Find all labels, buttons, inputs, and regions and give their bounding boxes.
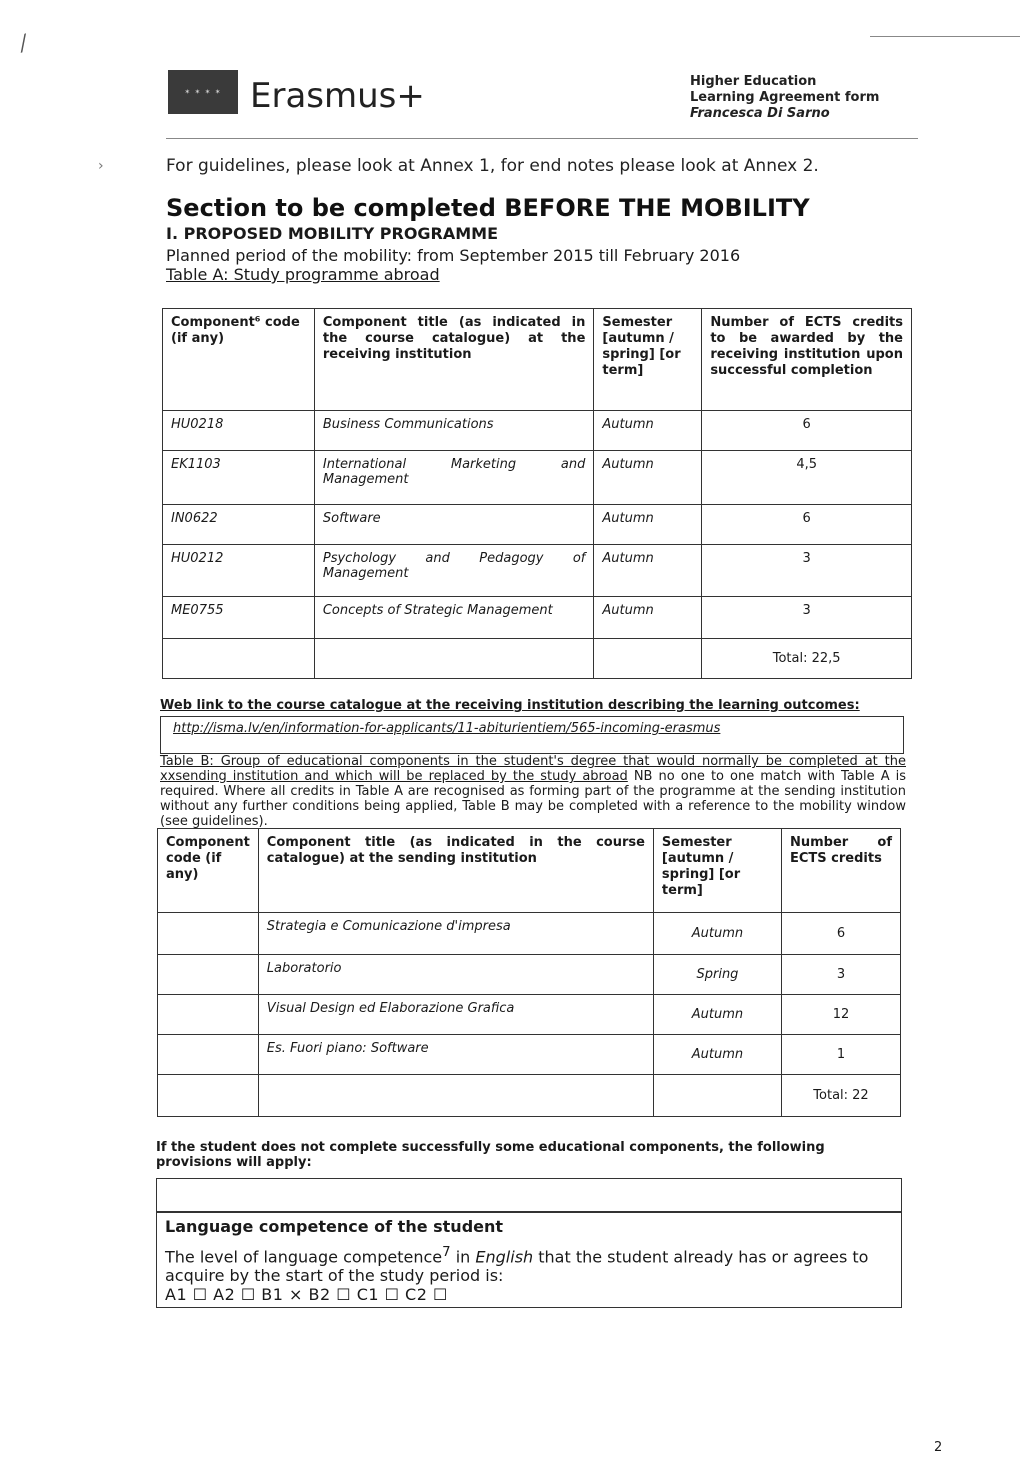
table-b-header — [158, 829, 901, 913]
scan-mark-icon: ⁄ — [17, 32, 30, 57]
component-title: Visual Design ed Elaborazione Grafica — [258, 995, 653, 1035]
component-title: Business Communications — [314, 411, 594, 451]
component-semester: Autumn — [594, 545, 702, 597]
component-semester: Autumn — [653, 1035, 781, 1075]
empty-cell — [314, 639, 594, 679]
component-credits: 6 — [702, 411, 912, 451]
table-a-header — [163, 309, 912, 411]
language-text-part: that the student already has or agrees to acquire by the start of the study period is: — [165, 1247, 869, 1286]
language-name: English — [475, 1247, 534, 1267]
component-credits: 3 — [782, 955, 901, 995]
component-title: Laboratorio — [258, 955, 653, 995]
col-code-header: Component code (if any) — [158, 829, 259, 913]
component-title: Psychology and Pedagogy of Management — [314, 545, 594, 597]
component-semester: Autumn — [653, 913, 781, 955]
empty-cell — [258, 1075, 653, 1117]
table-row — [163, 505, 912, 545]
table-b-caption-rest: NB no one to one match with Table A is required. Where all credits in Table A are recognised as forming part of the programme at the sending institution without any further conditions being applied, Table B may be completed with a reference to the mobility window (see guidelines). — [160, 769, 907, 829]
component-code — [158, 995, 259, 1035]
table-row — [158, 955, 901, 995]
component-semester: Autumn — [594, 505, 702, 545]
table-a-total: Total: 22,5 — [702, 639, 912, 679]
provisions-input[interactable] — [156, 1178, 902, 1212]
eu-stars-icon: ✶ ✶ ✶ ✶ — [184, 88, 222, 96]
component-code: HU0218 — [163, 411, 315, 451]
component-credits: 6 — [782, 913, 901, 955]
endnote-marker: 7 — [442, 1245, 451, 1260]
col-title-header: Component title (as indicated in the course catalogue) at the receiving institution — [314, 309, 594, 411]
component-code — [158, 913, 259, 955]
empty-cell — [594, 639, 702, 679]
component-semester: Autumn — [594, 451, 702, 505]
table-b-total: Total: 22 — [782, 1075, 901, 1117]
component-code: EK1103 — [163, 451, 315, 505]
col-semester-header: Semester [autumn / spring] [or term] — [653, 829, 781, 913]
component-title: Strategia e Comunicazione d'impresa — [258, 913, 653, 955]
component-credits: 12 — [782, 995, 901, 1035]
table-a-total-row — [163, 639, 912, 679]
language-competence-box — [156, 1212, 902, 1308]
language-text-part: in — [450, 1247, 476, 1267]
programme-heading: I. PROPOSED MOBILITY PROGRAMME — [166, 224, 499, 243]
col-code-header: Component⁶ code (if any) — [163, 309, 315, 411]
component-semester: Autumn — [653, 995, 781, 1035]
section-title: Section to be completed BEFORE THE MOBILITY — [166, 194, 810, 222]
table-b-caption-underlined: Table B: Group of educational components in the student's degree that would normally be completed at the xxsending institution and which will be replaced by the study abroad — [160, 754, 906, 784]
table-row — [163, 411, 912, 451]
erasmus-brand: Erasmus+ — [250, 76, 425, 116]
table-b-total-row — [158, 1075, 901, 1117]
margin-mark: › — [98, 158, 104, 174]
table-row — [163, 597, 912, 639]
table-row — [158, 913, 901, 955]
top-right-line — [870, 36, 1020, 37]
student-name: Francesca Di Sarno — [690, 106, 830, 121]
planned-period: Planned period of the mobility: from September 2015 till February 2016 — [166, 246, 741, 265]
component-semester: Spring — [653, 955, 781, 995]
weblink-box — [160, 716, 904, 754]
language-text — [165, 1243, 893, 1285]
component-code — [158, 1035, 259, 1075]
form-title-line2: Learning Agreement form — [690, 90, 880, 105]
component-credits: 3 — [702, 545, 912, 597]
component-code: HU0212 — [163, 545, 315, 597]
col-credits-header: Number of ECTS credits to be awarded by the receiving institution upon successful completion — [702, 309, 912, 411]
course-catalogue-link[interactable]: http://isma.lv/en/information-for-applicants/11-abiturientiem/565-incoming-erasmus — [173, 721, 721, 736]
component-credits: 4,5 — [702, 451, 912, 505]
component-semester: Autumn — [594, 597, 702, 639]
guidelines-text: For guidelines, please look at Annex 1, for end notes please look at Annex 2. — [166, 156, 819, 176]
eu-flag-logo — [168, 70, 238, 114]
table-row — [158, 995, 901, 1035]
component-credits: 1 — [782, 1035, 901, 1075]
table-b — [157, 828, 901, 1117]
component-title: Concepts of Strategic Management — [314, 597, 594, 639]
page-number: 2 — [934, 1440, 943, 1455]
table-a-caption: Table A: Study programme abroad — [166, 265, 440, 284]
form-title-line1: Higher Education — [690, 74, 817, 89]
component-code — [158, 955, 259, 995]
component-credits: 3 — [702, 597, 912, 639]
empty-cell — [653, 1075, 781, 1117]
col-semester-header: Semester [autumn / spring] [or term] — [594, 309, 702, 411]
col-credits-header: Number of ECTS credits — [782, 829, 901, 913]
component-title: Software — [314, 505, 594, 545]
empty-cell — [163, 639, 315, 679]
component-title: International Marketing and Management — [314, 451, 594, 505]
component-code: ME0755 — [163, 597, 315, 639]
language-text-part: The level of language competence — [165, 1247, 443, 1267]
empty-cell — [158, 1075, 259, 1117]
table-row — [163, 545, 912, 597]
language-title: Language competence of the student — [165, 1217, 504, 1236]
component-code: IN0622 — [163, 505, 315, 545]
provisions-text: If the student does not complete successfully some educational components, the following provisions will apply: — [156, 1140, 825, 1170]
table-a — [162, 308, 912, 679]
table-row — [158, 1035, 901, 1075]
header-divider — [166, 138, 918, 139]
weblink-label: Web link to the course catalogue at the receiving institution describing the learning outcomes: — [160, 698, 860, 713]
form-title — [690, 74, 879, 122]
component-title: Es. Fuori piano: Software — [258, 1035, 653, 1075]
col-title-header: Component title (as indicated in the course catalogue) at the sending institution — [258, 829, 653, 913]
component-semester: Autumn — [594, 411, 702, 451]
table-row — [163, 451, 912, 505]
language-level-checkboxes[interactable]: A1 ☐ A2 ☐ B1 × B2 ☐ C1 ☐ C2 ☐ — [165, 1285, 448, 1304]
component-credits: 6 — [702, 505, 912, 545]
table-b-caption — [160, 754, 906, 829]
